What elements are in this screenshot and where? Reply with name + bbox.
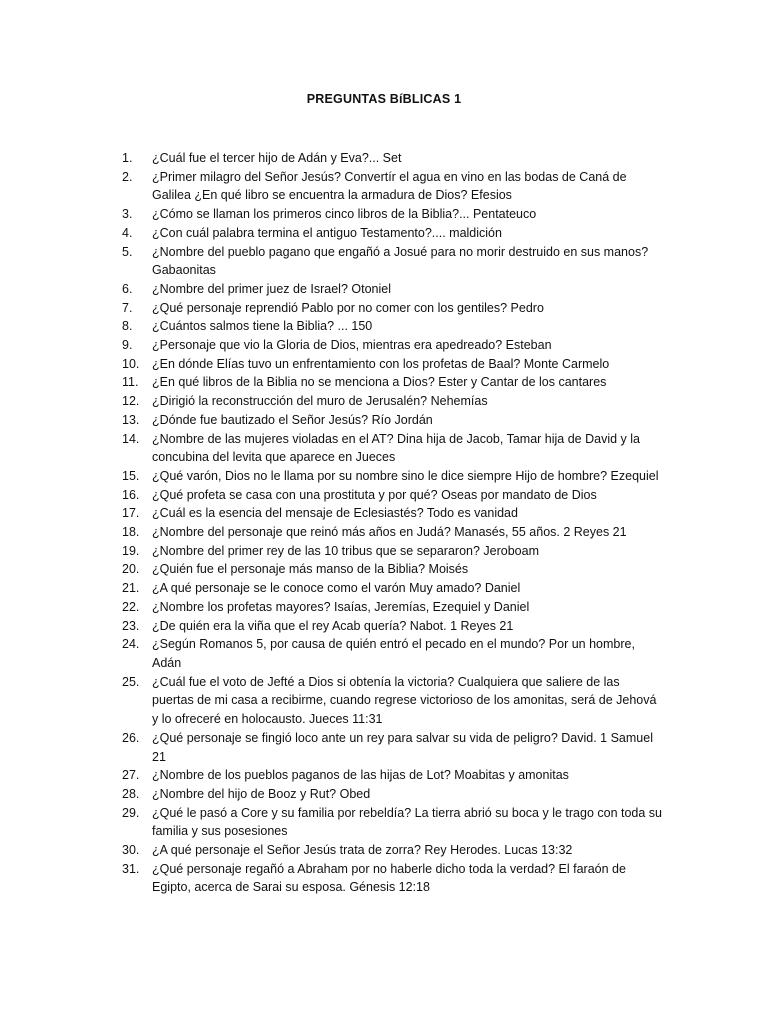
question-item [122, 430, 662, 467]
question-item [122, 336, 662, 355]
question-number: 12. [122, 394, 140, 409]
question-number: 31. [122, 861, 140, 876]
question-number: 14. [122, 431, 140, 446]
question-text: ¿Nombre del primer rey de las 10 tribus que se separaron? Jeroboam [152, 543, 539, 558]
question-text: ¿En qué libros de la Biblia no se menciona a Dios? Ester y Cantar de los cantares [152, 375, 607, 390]
question-number: 21. [122, 581, 140, 596]
question-text: ¿Dónde fue bautizado el Señor Jesús? Río Jordán [152, 412, 433, 427]
question-number: 3. [122, 207, 133, 222]
question-item [122, 542, 662, 561]
question-item [122, 411, 662, 430]
question-number: 27. [122, 768, 140, 783]
question-text: ¿Qué personaje se fingió loco ante un rey para salvar su vida de peligro? David. 1 Samuel 21 [152, 730, 653, 764]
question-number: 2. [122, 169, 133, 184]
question-number: 20. [122, 562, 140, 577]
question-text: ¿Con cuál palabra termina el antiguo Testamento?.... maldición [152, 225, 502, 240]
question-number: 18. [122, 525, 140, 540]
question-number: 25. [122, 674, 140, 689]
question-item [122, 785, 662, 804]
question-item [122, 579, 662, 598]
question-item [122, 766, 662, 785]
question-item [122, 355, 662, 374]
question-text: ¿Nombre del pueblo pagano que engañó a Josué para no morir destruido en sus manos? Gabaonitas [152, 244, 649, 278]
question-item [122, 317, 662, 336]
question-text: ¿Según Romanos 5, por causa de quién entró el pecado en el mundo? Por un hombre, Adán [152, 637, 635, 670]
question-text: ¿De quién era la viña que el rey Acab quería? Nabot. 1 Reyes 21 [152, 618, 514, 633]
question-text: ¿Cuántos salmos tiene la Biblia? ... 150 [152, 319, 373, 334]
question-text: ¿Cómo se llaman los primeros cinco libros de la Biblia?... Pentateuco [152, 207, 537, 222]
question-item [122, 504, 662, 523]
question-text: ¿Cuál fue el voto de Jefté a Dios si obtenía la victoria? Cualquiera que saliere de las puertas de mi casa a recibirme, cuando regrese victorioso de los amonitas, será de Jehová y lo ofreceré en holocausto. Jueces 11:31 [152, 674, 657, 727]
question-text: ¿Qué personaje regañó a Abraham por no haberle dicho toda la verdad? El faraón de Egipto, acerca de Sarai su esposa. Génesis 12:18 [152, 861, 626, 895]
question-item [122, 392, 662, 411]
question-item [122, 168, 662, 205]
question-number: 10. [122, 356, 140, 371]
question-item [122, 841, 662, 860]
question-text: ¿Qué profeta se casa con una prostituta y por qué? Oseas por mandato de Dios [152, 487, 597, 502]
question-item [122, 860, 662, 897]
question-text: ¿Cuál fue el tercer hijo de Adán y Eva?... Set [152, 151, 402, 165]
question-text: ¿Quién fue el personaje más manso de la Biblia? Moisés [152, 562, 469, 577]
question-text: ¿Nombre de las mujeres violadas en el AT? Dina hija de Jacob, Tamar hija de David y la concubina del levita que aparece en Jueces [152, 431, 640, 465]
document-title: PREGUNTAS BíBLICAS 1 [306, 92, 462, 106]
question-list [122, 149, 662, 897]
question-number: 11. [122, 375, 139, 390]
question-number: 13. [122, 412, 140, 427]
question-text: ¿A qué personaje se le conoce como el varón Muy amado? Daniel [152, 581, 521, 596]
question-text: ¿Qué personaje reprendió Pablo por no comer con los gentiles? Pedro [152, 300, 544, 315]
question-text: ¿Nombre los profetas mayores? Isaías, Jeremías, Ezequiel y Daniel [152, 599, 530, 614]
question-text: ¿En dónde Elías tuvo un enfrentamiento con los profetas de Baal? Monte Carmelo [152, 356, 610, 371]
question-item [122, 149, 662, 168]
question-item [122, 486, 662, 505]
question-item [122, 729, 662, 766]
question-number: 22. [122, 599, 140, 614]
question-number: 7. [122, 300, 133, 315]
question-text: ¿Qué varón, Dios no le llama por su nombre sino le dice siempre Hijo de hombre? Ezequiel [152, 468, 659, 483]
question-number: 19. [122, 543, 140, 558]
question-item [122, 673, 662, 729]
question-number: 15. [122, 468, 140, 483]
question-number: 17. [122, 506, 140, 521]
question-item [122, 635, 662, 672]
question-item [122, 224, 662, 243]
question-number: 4. [122, 225, 133, 240]
question-item [122, 243, 662, 280]
question-text: ¿Dirigió la reconstrucción del muro de Jerusalén? Nehemías [152, 394, 488, 409]
question-item [122, 804, 662, 841]
question-item [122, 299, 662, 318]
question-text: ¿Personaje que vio la Gloria de Dios, mientras era apedreado? Esteban [152, 338, 552, 353]
question-number: 6. [122, 281, 133, 296]
question-number: 1. [122, 151, 133, 165]
question-number: 26. [122, 730, 140, 745]
question-number: 9. [122, 338, 133, 353]
question-item [122, 280, 662, 299]
question-text: ¿Nombre del primer juez de Israel? Otoniel [152, 281, 391, 296]
question-text: ¿A qué personaje el Señor Jesús trata de zorra? Rey Herodes. Lucas 13:32 [152, 843, 573, 858]
question-number: 28. [122, 786, 140, 801]
question-text: ¿Qué le pasó a Core y su familia por rebeldía? La tierra abrió su boca y le trago con toda su familia y sus posesiones [152, 805, 663, 839]
question-item [122, 598, 662, 617]
question-text: ¿Cuál es la esencia del mensaje de Eclesiastés? Todo es vanidad [152, 506, 518, 521]
question-number: 30. [122, 843, 140, 858]
question-number: 24. [122, 637, 140, 652]
question-text: ¿Nombre de los pueblos paganos de las hijas de Lot? Moabitas y amonitas [152, 768, 569, 783]
question-number: 8. [122, 319, 133, 334]
question-number: 23. [122, 618, 140, 633]
question-item [122, 205, 662, 224]
question-item [122, 373, 662, 392]
question-item [122, 467, 662, 486]
question-item [122, 560, 662, 579]
question-item [122, 523, 662, 542]
question-number: 16. [122, 487, 140, 502]
question-text: ¿Nombre del hijo de Booz y Rut? Obed [152, 786, 371, 801]
question-item [122, 617, 662, 636]
question-number: 29. [122, 805, 140, 820]
question-number: 5. [122, 244, 133, 259]
question-text: ¿Primer milagro del Señor Jesús? Convertír el agua en vino en las bodas de Caná de Galilea ¿En qué libro se encuentra la armadura de Dios? Efesios [152, 169, 627, 203]
question-text: ¿Nombre del personaje que reinó más años en Judá? Manasés, 55 años. 2 Reyes 21 [152, 525, 627, 540]
